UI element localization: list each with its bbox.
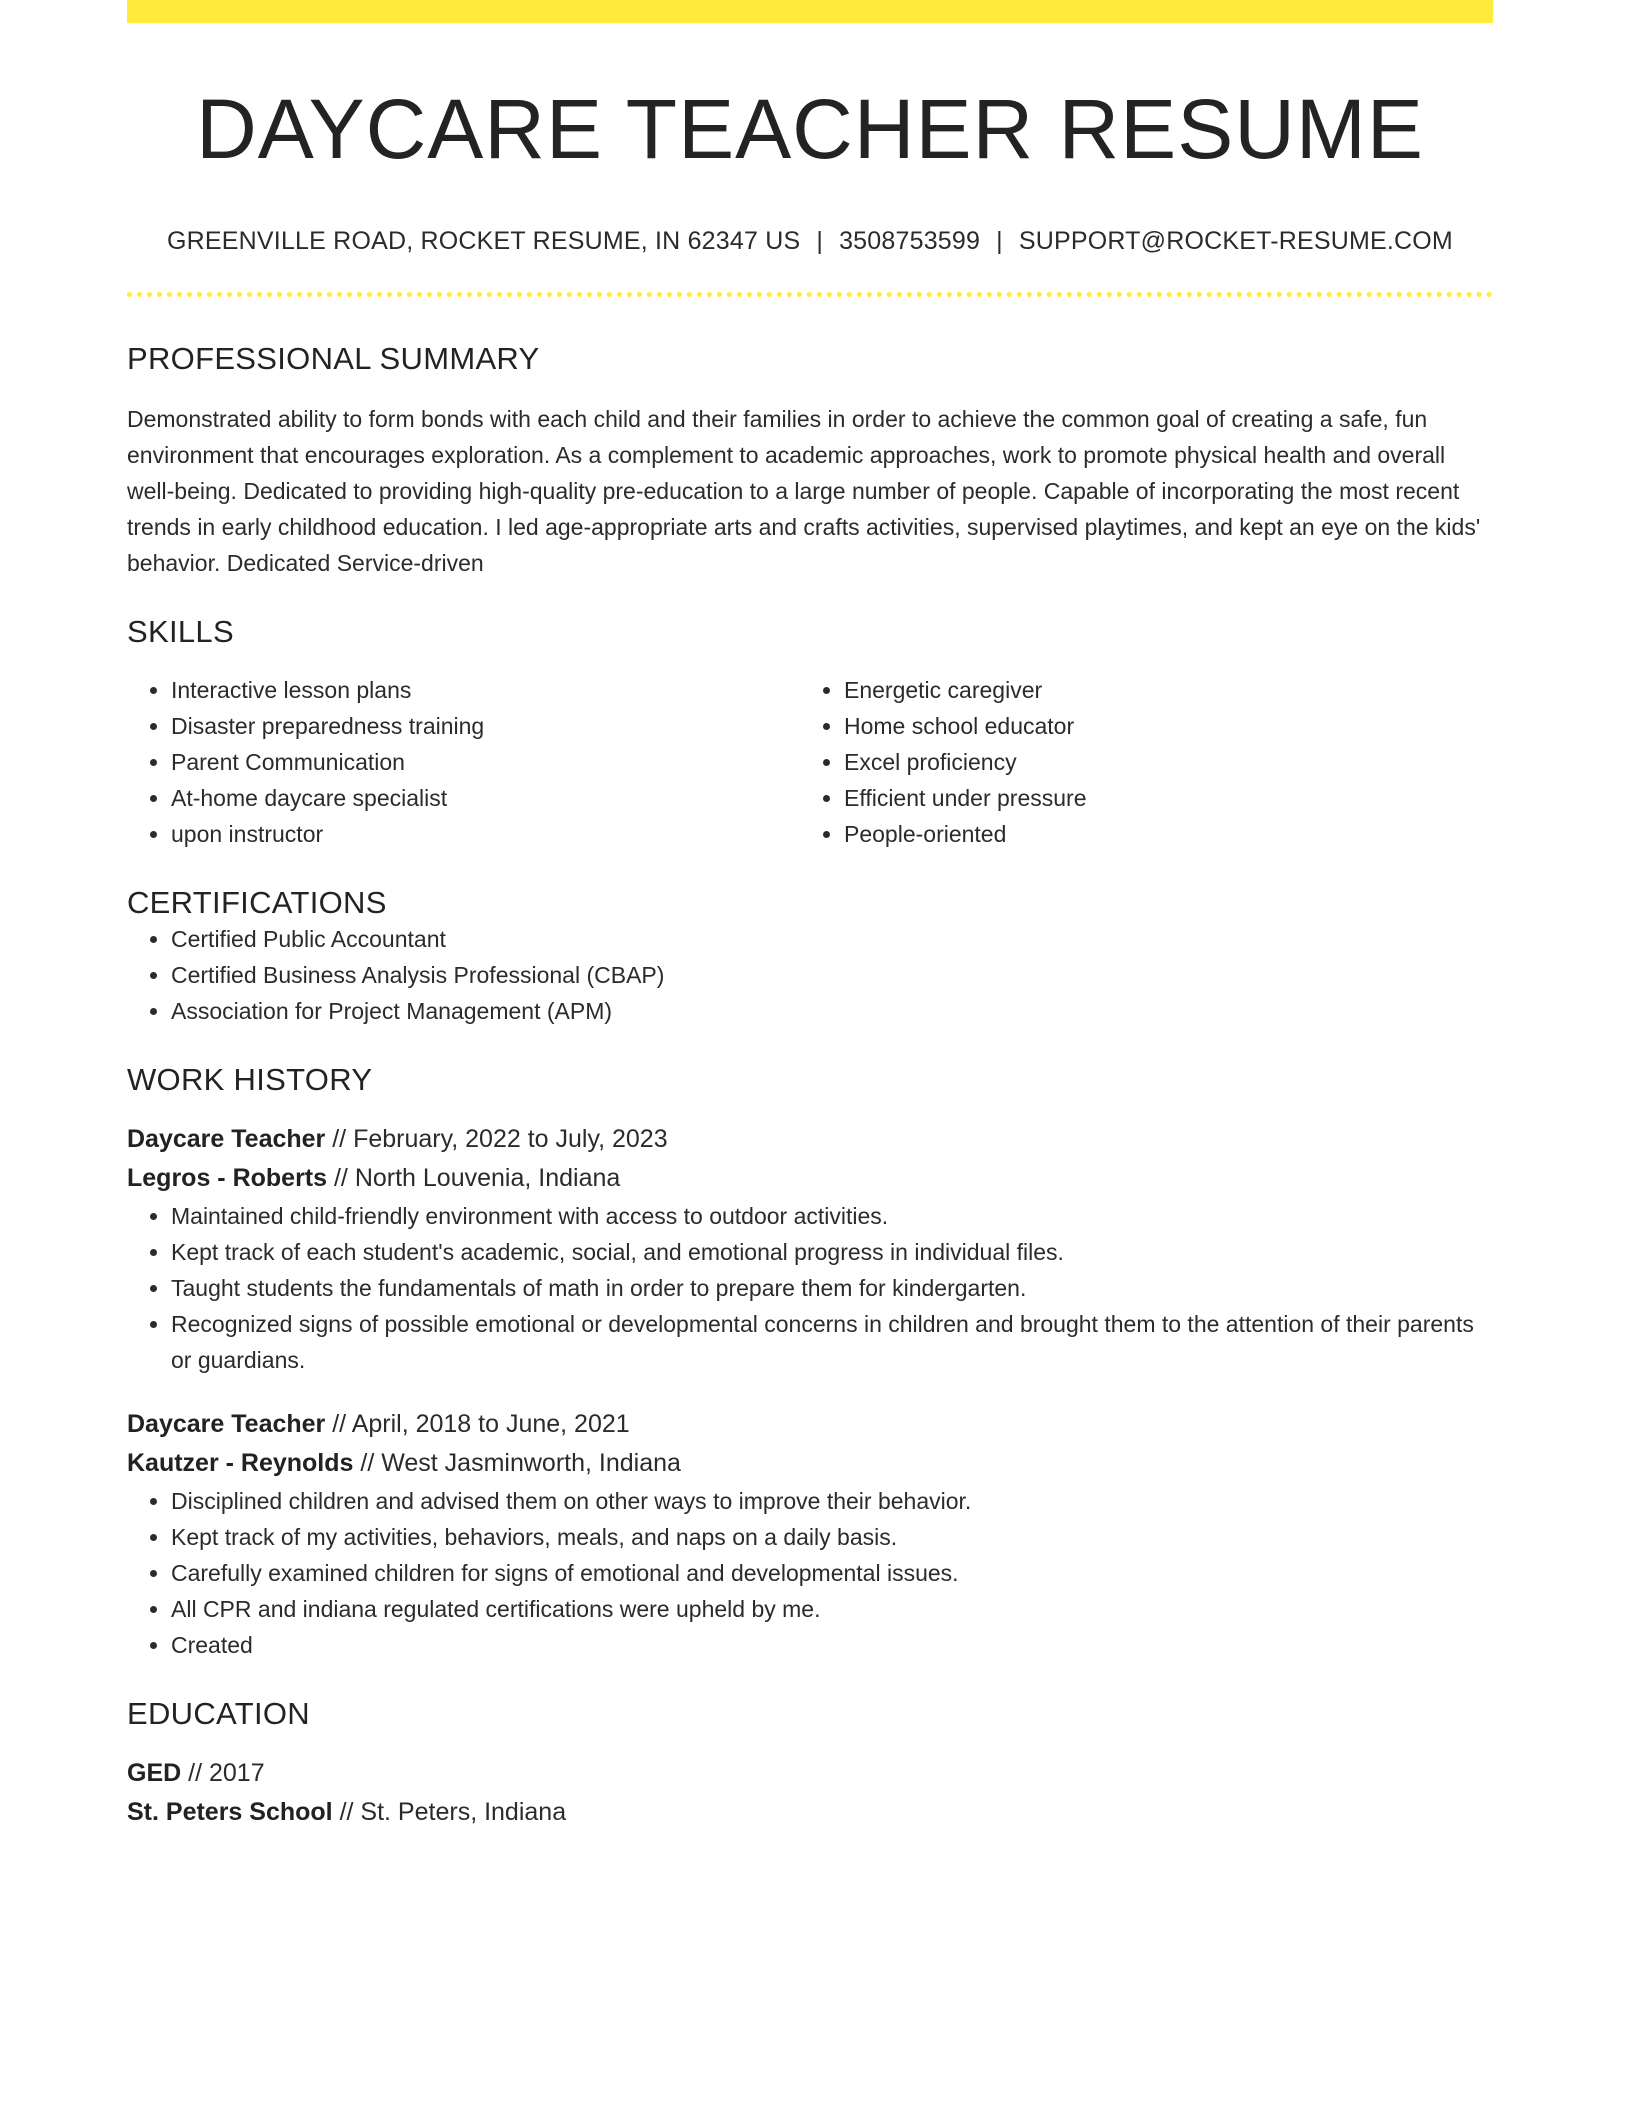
job-location: West Jasminworth, Indiana: [381, 1449, 681, 1478]
job-role-line: [127, 1405, 1493, 1444]
skill-item: • upon instructor: [171, 816, 800, 852]
contact-email: SUPPORT@ROCKET-RESUME.COM: [1018, 227, 1453, 256]
resume-title: DAYCARE TEACHER RESUME: [196, 82, 1424, 176]
certification-item: • Association for Project Management (APM): [171, 993, 1493, 1029]
summary-text: Demonstrated ability to form bonds with each child and their families in order to achieve the common goal of creating a safe, fun environment that encourages exploration. As a complement to academic approaches, work to promote physical health and overall well-being. Dedicated to providing high-quality pre-education to a large number of people. Capable of incorporating the most recent trends in early childhood education. I led age-appropriate arts and crafts activities, supervised playtimes, and kept an eye on the kids' behavior. Dedicated Service-driven: [127, 406, 1481, 577]
job-role: Daycare Teacher: [127, 1410, 326, 1439]
job-duties-list: [127, 1483, 1493, 1663]
skills-column-left: [127, 672, 800, 852]
skills-columns: [127, 672, 1493, 852]
job-duty: • Recognized signs of possible emotional or developmental concerns in children and brought them to the attention of their parents or guardians.: [171, 1306, 1493, 1378]
job-duty: • Kept track of my activities, behaviors, meals, and naps on a daily basis.: [171, 1519, 1493, 1555]
job-role-line: [127, 1120, 1493, 1159]
certifications-list: [127, 921, 1493, 1029]
job-dates: April, 2018 to June, 2021: [351, 1410, 630, 1439]
skill-item: • Efficient under pressure: [844, 780, 1473, 816]
job-duty: • Carefully examined children for signs of emotional and developmental issues.: [171, 1555, 1493, 1591]
work-history-heading: WORK HISTORY: [127, 1062, 373, 1098]
education-heading: EDUCATION: [127, 1696, 310, 1732]
skill-item: • Home school educator: [844, 708, 1473, 744]
job-duty: • Maintained child-friendly environment with access to outdoor activities.: [171, 1198, 1493, 1234]
job-duty: • Disciplined children and advised them on other ways to improve their behavior.: [171, 1483, 1493, 1519]
job-dates: February, 2022 to July, 2023: [353, 1125, 668, 1154]
contact-separator: |: [996, 227, 1003, 256]
job-duty: • Created: [171, 1627, 1493, 1663]
skill-item: • Parent Communication: [171, 744, 800, 780]
contact-address: GREENVILLE ROAD, ROCKET RESUME, IN 62347 US: [167, 227, 801, 256]
job-duty: • Taught students the fundamentals of math in order to prepare them for kindergarten.: [171, 1270, 1493, 1306]
skill-item: • Excel proficiency: [844, 744, 1473, 780]
education-year: 2017: [208, 1759, 265, 1788]
education-separator: //: [332, 1798, 361, 1827]
skill-item: • Disaster preparedness training: [171, 708, 800, 744]
skill-item: • Energetic caregiver: [844, 672, 1473, 708]
job-duties-list: [127, 1198, 1493, 1378]
skills-heading: SKILLS: [127, 614, 234, 650]
job-company: Legros - Roberts: [127, 1164, 328, 1193]
job-separator: //: [353, 1449, 382, 1478]
job-role: Daycare Teacher: [127, 1125, 326, 1154]
contact-phone: 3508753599: [839, 227, 981, 256]
skills-list-right: [800, 672, 1473, 852]
contact-line: [127, 227, 1493, 256]
job-separator: //: [325, 1410, 352, 1439]
job-duty: • Kept track of each student's academic, social, and emotional progress in individual files.: [171, 1234, 1493, 1270]
job-company-line: [127, 1444, 1493, 1483]
skill-item: • Interactive lesson plans: [171, 672, 800, 708]
summary-heading: PROFESSIONAL SUMMARY: [127, 341, 540, 377]
job-separator: //: [327, 1164, 355, 1193]
education-separator: //: [181, 1759, 209, 1788]
job-entry: [127, 1120, 1493, 1378]
skills-list-left: [127, 672, 800, 852]
job-separator: //: [325, 1125, 354, 1154]
job-location: North Louvenia, Indiana: [354, 1164, 621, 1193]
education-school: St. Peters School: [127, 1798, 333, 1827]
skill-item: • At-home daycare specialist: [171, 780, 800, 816]
certifications-heading: CERTIFICATIONS: [127, 885, 387, 921]
certification-item: • Certified Business Analysis Professional (CBAP): [171, 957, 1493, 993]
accent-bar: [127, 0, 1493, 23]
dotted-divider: [127, 292, 1493, 297]
education-school-line: [127, 1793, 1493, 1832]
job-company-line: [127, 1159, 1493, 1198]
job-duty: • All CPR and indiana regulated certifications were upheld by me.: [171, 1591, 1493, 1627]
education-degree: GED: [127, 1759, 182, 1788]
job-entry: [127, 1405, 1493, 1663]
job-company: Kautzer - Reynolds: [127, 1449, 354, 1478]
contact-separator: |: [816, 227, 824, 256]
education-degree-line: [127, 1754, 1493, 1793]
education-location: St. Peters, Indiana: [360, 1798, 567, 1827]
skills-column-right: [800, 672, 1473, 852]
education-entry: [127, 1754, 1493, 1832]
certification-item: • Certified Public Accountant: [171, 921, 1493, 957]
skill-item: • People-oriented: [844, 816, 1473, 852]
resume-page: [127, 0, 1493, 1832]
